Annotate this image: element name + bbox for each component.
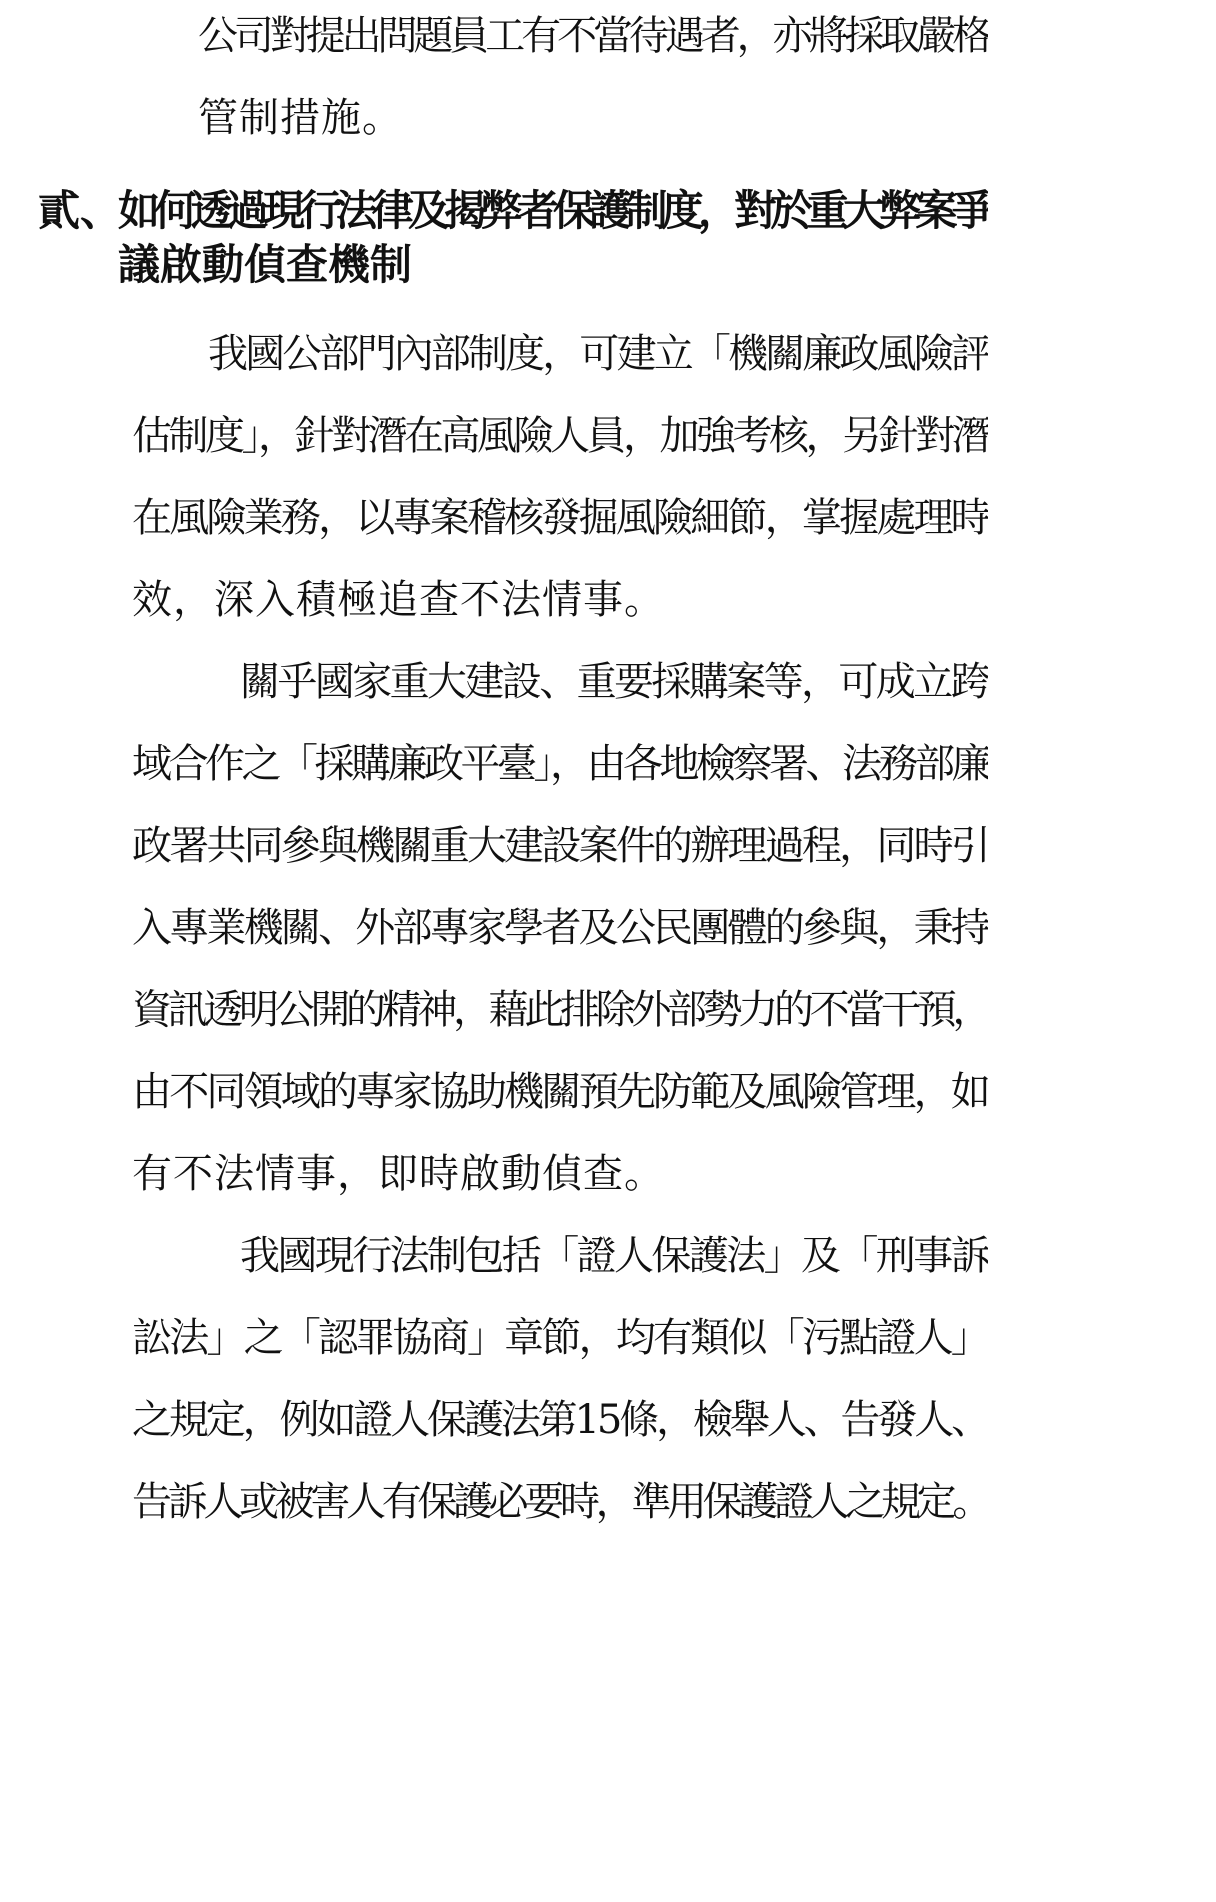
paragraph-2-line-4: 入專業機關、外部專家學者及公民團體的參與，秉持 <box>132 905 988 951</box>
section-title-line-2: 議啟動偵查機制 <box>118 240 413 289</box>
paragraph-1-line-4: 效，深入積極追查不法情事。 <box>132 577 665 623</box>
paragraph-2-line-6: 由不同領域的專家協助機關預先防範及風險管理，如 <box>132 1069 988 1115</box>
section-number: 貳、 <box>38 186 123 235</box>
paragraph-3-line-1: 我國現行法制包括「證人保護法」及「刑事訴 <box>240 1233 988 1279</box>
paragraph-1-line-1: 我國公部門內部制度，可建立「機關廉政風險評 <box>208 331 988 377</box>
intro-line-1: 公司對提出問題員工有不當待遇者，亦將採取嚴格 <box>198 13 988 59</box>
paragraph-3-line-3: 之規定，例如證人保護法第15條，檢舉人、告發人、 <box>132 1397 988 1443</box>
paragraph-3-line-2: 訟法」之「認罪協商」章節，均有類似「污點證人」 <box>132 1315 988 1361</box>
paragraph-2-line-5: 資訊透明公開的精神，藉此排除外部勢力的不當干預， <box>132 987 988 1033</box>
paragraph-2-line-3: 政署共同參與機關重大建設案件的辦理過程，同時引 <box>132 823 988 869</box>
paragraph-2-line-7: 有不法情事，即時啟動偵查。 <box>132 1151 665 1197</box>
paragraph-1-line-3: 在風險業務，以專案稽核發掘風險細節，掌握處理時 <box>132 495 988 541</box>
intro-line-2: 管制措施。 <box>198 95 403 141</box>
paragraph-3-line-4: 告訴人或被害人有保護必要時，準用保護證人之規定。 <box>132 1479 988 1525</box>
paragraph-2-line-2: 域合作之「採購廉政平臺」，由各地檢察署、法務部廉 <box>132 741 988 787</box>
paragraph-1-line-2: 估制度」，針對潛在高風險人員，加強考核，另針對潛 <box>132 413 988 459</box>
section-title-line-1: 如何透過現行法律及揭弊者保護制度，對於重大弊案爭 <box>118 186 988 235</box>
paragraph-2-line-1: 關乎國家重大建設、重要採購案等，可成立跨 <box>240 659 988 705</box>
